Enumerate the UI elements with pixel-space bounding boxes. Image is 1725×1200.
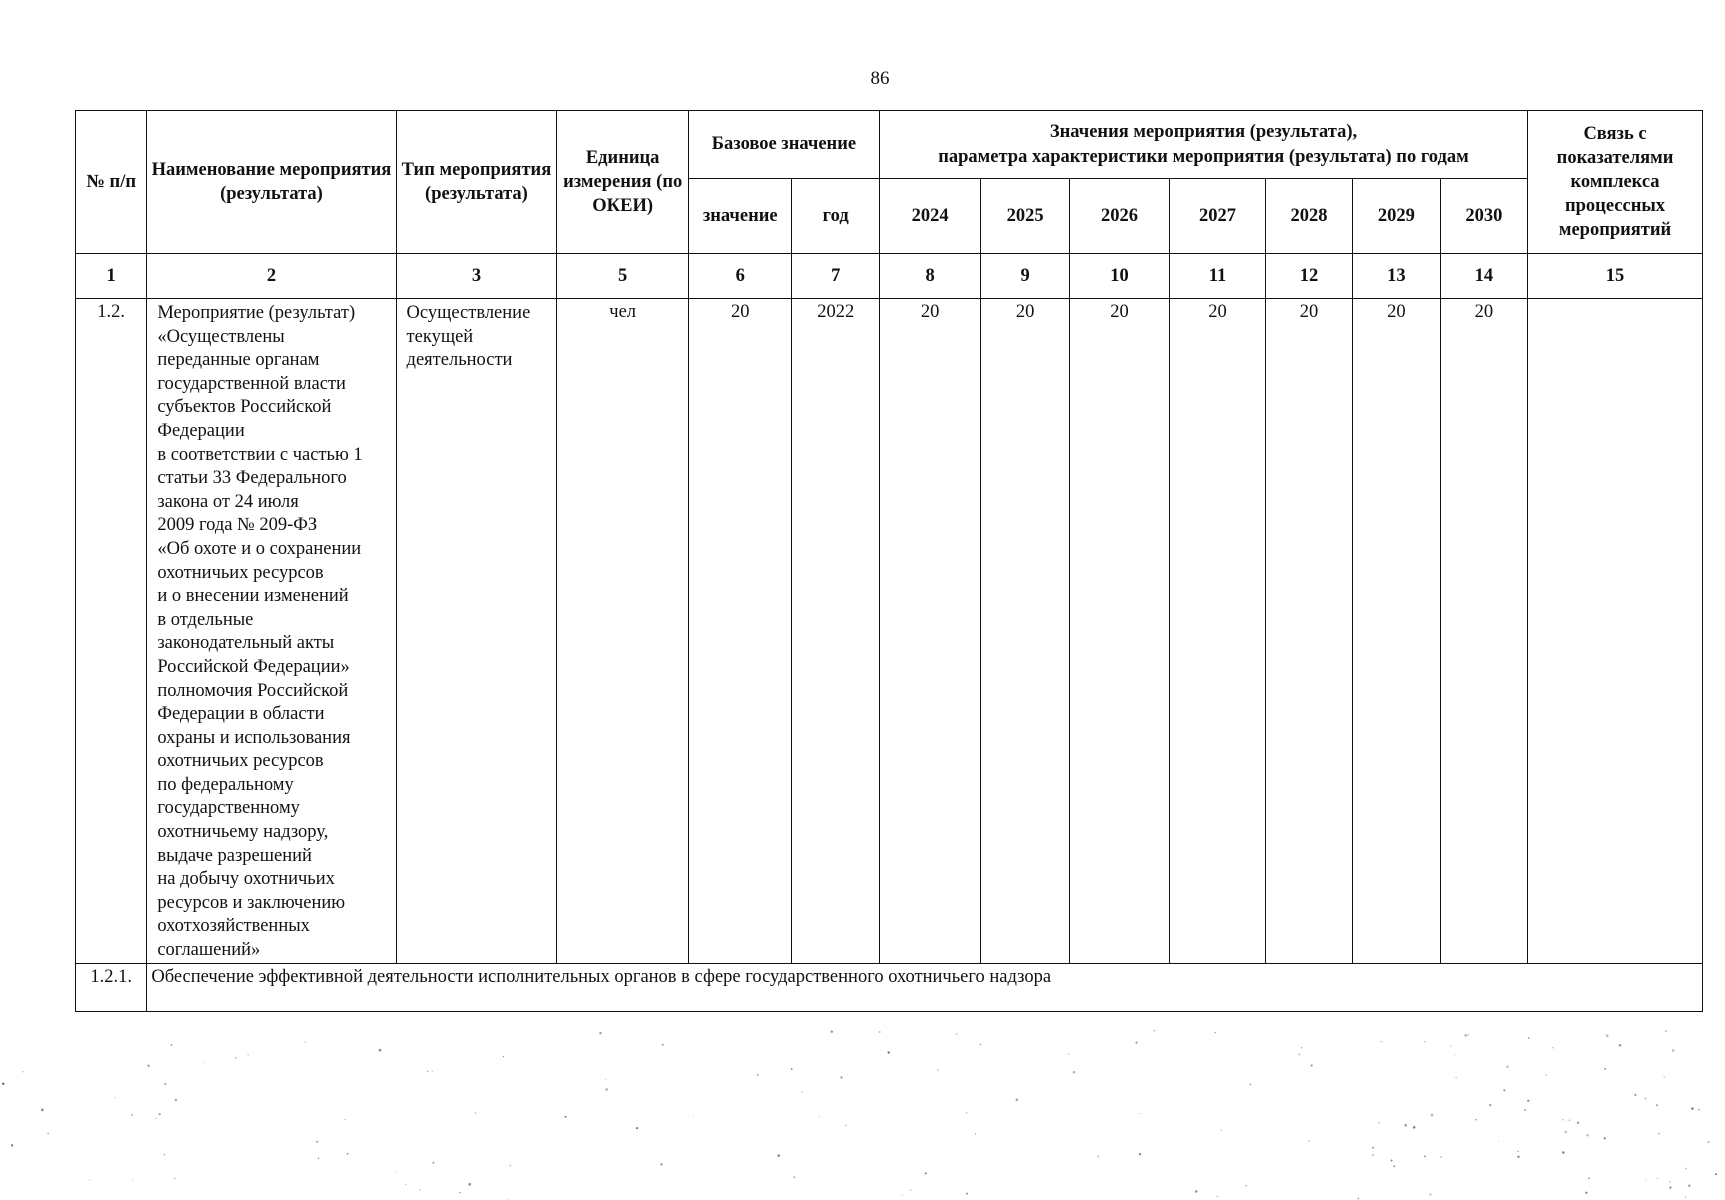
header-num: № п/п bbox=[76, 111, 147, 254]
row-base-value: 20 bbox=[688, 299, 792, 964]
header-link: Связь с показателями комплекса процессных мероприятий bbox=[1528, 111, 1703, 254]
colnum: 13 bbox=[1353, 254, 1440, 299]
row-type-lines bbox=[407, 302, 553, 373]
row-value-2027: 20 bbox=[1170, 299, 1265, 964]
row-type-line: деятельности bbox=[406, 350, 513, 371]
colnum: 11 bbox=[1170, 254, 1265, 299]
row-name-line: полномочия Российской bbox=[157, 680, 349, 701]
table-subrow bbox=[76, 963, 1703, 1011]
subrow-text: Обеспечение эффективной деятельности исполнительных органов в сфере государственного охотничьего надзора bbox=[147, 963, 1703, 1011]
header-unit: Единица измерения (по ОКЕИ) bbox=[557, 111, 689, 254]
row-name-line: охотничьих ресурсов bbox=[157, 562, 324, 583]
header-name: Наименование мероприятия (результата) bbox=[147, 111, 396, 254]
row-name-line: Федерации bbox=[157, 420, 245, 441]
row-link bbox=[1528, 299, 1703, 964]
row-name-line: и о внесении изменений bbox=[157, 586, 349, 607]
header-type: Тип мероприятия (результата) bbox=[396, 111, 557, 254]
colnum: 9 bbox=[981, 254, 1069, 299]
row-type-line: Осуществление bbox=[406, 303, 531, 323]
row-name-line: в отдельные bbox=[157, 609, 254, 630]
row-name-line: переданные органам bbox=[157, 350, 320, 371]
colnum: 3 bbox=[396, 254, 557, 299]
colnum: 5 bbox=[557, 254, 689, 299]
row-name-lines bbox=[157, 302, 391, 963]
row-name-line: в соответствии с частью 1 bbox=[157, 444, 363, 465]
row-num: 1.2. bbox=[76, 299, 147, 964]
row-value-2024: 20 bbox=[879, 299, 980, 964]
header-year-2029: 2029 bbox=[1353, 179, 1440, 254]
row-name-line: охотхозяйственных bbox=[157, 916, 310, 937]
row-name-line: государственному bbox=[157, 798, 300, 819]
subrow-num: 1.2.1. bbox=[76, 963, 147, 1011]
header-base-year: год bbox=[792, 179, 879, 254]
colnum: 8 bbox=[879, 254, 980, 299]
header-year-2025: 2025 bbox=[981, 179, 1069, 254]
row-value-2029: 20 bbox=[1353, 299, 1440, 964]
row-name-line: охраны и использования bbox=[157, 727, 351, 748]
row-name-line: субъектов Российской bbox=[157, 397, 332, 418]
row-name-line: соглашений» bbox=[157, 940, 261, 961]
row-name-line: Российской Федерации» bbox=[157, 656, 350, 677]
header-values bbox=[879, 111, 1527, 179]
row-name-line: на добычу охотничьих bbox=[157, 869, 335, 890]
colnum: 12 bbox=[1265, 254, 1352, 299]
row-name-line: Мероприятие (результат) bbox=[157, 303, 356, 323]
colnum: 10 bbox=[1069, 254, 1169, 299]
header-year-2024: 2024 bbox=[879, 179, 980, 254]
row-base-year: 2022 bbox=[792, 299, 879, 964]
row-name-line: Федерации в области bbox=[157, 704, 325, 725]
colnum: 6 bbox=[688, 254, 792, 299]
header-year-2028: 2028 bbox=[1265, 179, 1352, 254]
colnum: 1 bbox=[76, 254, 147, 299]
row-unit: чел bbox=[557, 299, 689, 964]
colnum: 14 bbox=[1440, 254, 1527, 299]
header-year-2027: 2027 bbox=[1170, 179, 1265, 254]
header-values-line2: параметра характеристики мероприятия (результата) по годам bbox=[938, 146, 1469, 167]
colnum: 15 bbox=[1528, 254, 1703, 299]
row-name bbox=[147, 299, 396, 964]
row-name-line: охотничьих ресурсов bbox=[157, 751, 324, 772]
table-row bbox=[76, 299, 1703, 964]
header-base-value: значение bbox=[688, 179, 792, 254]
row-name-line: законодательный акты bbox=[157, 633, 335, 654]
colnum: 7 bbox=[792, 254, 879, 299]
row-value-2028: 20 bbox=[1265, 299, 1352, 964]
column-numbers-row bbox=[76, 254, 1703, 299]
activities-table bbox=[75, 110, 1703, 1012]
row-name-line: ресурсов и заключению bbox=[157, 892, 346, 913]
row-name-line: по федеральному bbox=[157, 774, 294, 795]
row-name-line: государственной власти bbox=[157, 373, 346, 394]
row-value-2030: 20 bbox=[1440, 299, 1527, 964]
row-type bbox=[396, 299, 557, 964]
header-values-line1: Значения мероприятия (результата), bbox=[1049, 122, 1358, 143]
row-name-line: «Об охоте и о сохранении bbox=[157, 538, 362, 559]
page-number: 86 bbox=[870, 68, 890, 89]
header-year-2030: 2030 bbox=[1440, 179, 1527, 254]
colnum: 2 bbox=[147, 254, 396, 299]
row-value-2026: 20 bbox=[1069, 299, 1169, 964]
scan-speckle bbox=[0, 1030, 1725, 1200]
header-row bbox=[76, 111, 1703, 179]
header-year-2026: 2026 bbox=[1069, 179, 1169, 254]
row-value-2025: 20 bbox=[981, 299, 1069, 964]
header-base: Базовое значение bbox=[688, 111, 879, 179]
row-name-line: охотничьему надзору, bbox=[157, 822, 329, 843]
row-name-line: «Осуществлены bbox=[157, 326, 285, 347]
row-type-line: текущей bbox=[406, 326, 474, 347]
row-name-line: статьи 33 Федерального bbox=[157, 468, 347, 489]
row-name-line: закона от 24 июля bbox=[157, 491, 299, 512]
row-name-line: выдаче разрешений bbox=[157, 845, 312, 866]
row-name-line: 2009 года № 209-ФЗ bbox=[157, 515, 318, 536]
